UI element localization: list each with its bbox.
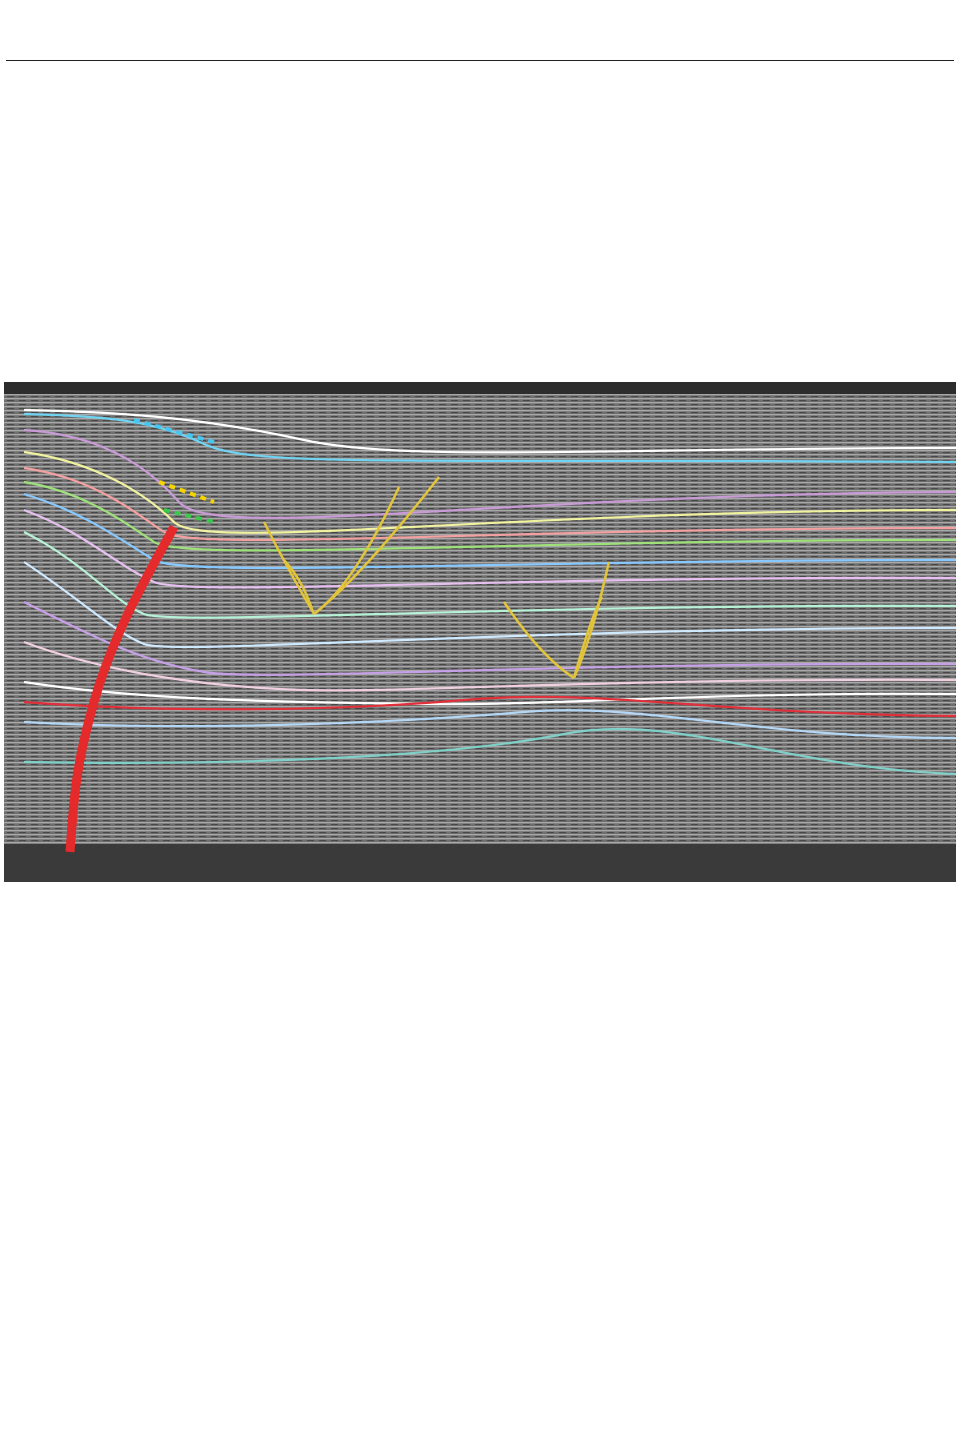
top-axis-band <box>4 382 956 394</box>
seismic-background <box>4 382 956 882</box>
header-rule <box>6 60 954 61</box>
seismic-section-figure <box>4 382 956 882</box>
bottom-info-band <box>4 844 956 882</box>
